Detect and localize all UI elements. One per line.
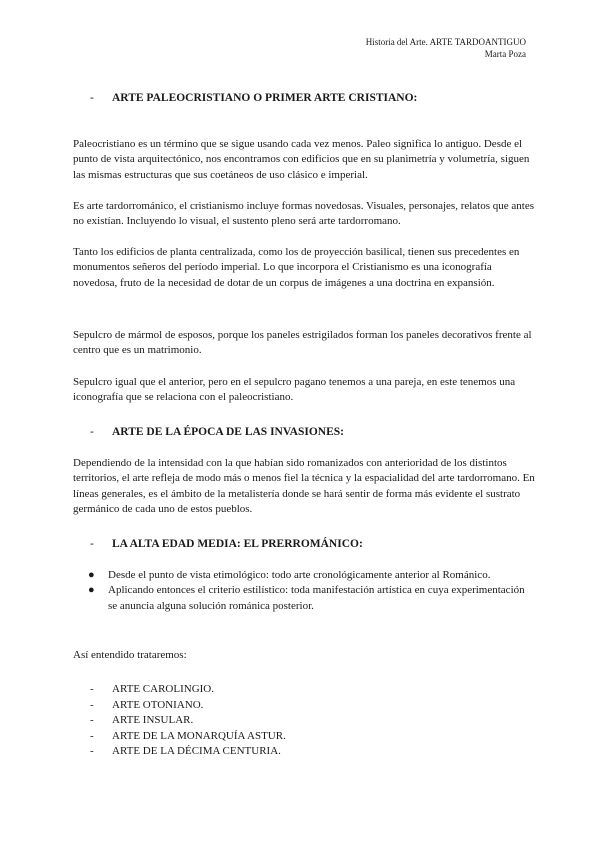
list-item — [90, 698, 286, 714]
list-item-text: ARTE INSULAR. — [112, 714, 194, 727]
dash-marker: - — [90, 92, 94, 104]
heading-alta-edad-media — [90, 537, 363, 552]
paragraph: Sepulcro de mármol de esposos, porque los paneles estrigilados forman los paneles decorativos frente al centro que es un matrimonio. — [73, 329, 532, 357]
bullet-icon: ● — [88, 569, 95, 581]
paragraph: Sepulcro igual que el anterior, pero en el sepulcro pagano tenemos a una pareja, en este tenemos una iconografía que se relaciona con el paleocristiano. — [73, 376, 516, 404]
list-item — [90, 744, 286, 760]
paragraph: Tanto los edificios de planta centralizada, como los de proyección basilical, tienen sus precedentes en monumentos señeros del período imperial. Lo que incorpora el Cristianismo es una iconografía novedosa, fruto de la necesidad de dotar de un corpus de imágenes a una doctrina en expansión. — [73, 246, 520, 289]
dash-list — [90, 682, 286, 760]
heading-paleocristiano — [90, 91, 417, 106]
paragraph: Paleocristiano es un término que se sigue usando cada vez menos. Paleo significa lo antiguo. Desde el punto de vista arquitectónico, nos encontramos con edificios que en su planimetría y volumetría, siguen las mismas estructuras que sus coetáneos de uso clásico e imperial. — [73, 138, 530, 181]
header-course-title: Historia del Arte. ARTE TARDOANTIGUO — [365, 37, 526, 47]
dash-marker: - — [90, 714, 94, 727]
list-item-text: Aplicando entonces el criterio estilístico: toda manifestación artística en cuya experimentación se anuncia alguna solución románica posterior. — [108, 584, 525, 612]
list-item-text: ARTE DE LA MONARQUÍA ASTUR. — [112, 729, 286, 742]
dash-marker: - — [90, 729, 94, 742]
paragraph: Dependiendo de la intensidad con la que habían sido romanizados con anterioridad de los distintos territorios, el arte refleja de modo más o menos fiel la técnica y la espacialidad del arte tardorromano. En líneas generales, es el ámbito de la metalistería donde se hará sentir de forma más evidente el sustrato germánico de cada uno de estos pueblos. — [73, 457, 535, 516]
dash-marker: - — [90, 683, 94, 695]
list-item-text: ARTE DE LA DÉCIMA CENTURIA. — [112, 745, 281, 758]
paragraph: Es arte tardorrománico, el cristianismo incluye formas novedosas. Visuales, personajes, relatos que antes no existían. Incluyendo lo visual, el sustento pleno será arte tardorromano. — [73, 200, 535, 228]
list-item — [90, 682, 286, 698]
list-item-text: ARTE OTONIANO. — [112, 698, 204, 711]
dash-marker: - — [90, 698, 94, 711]
heading-text: LA ALTA EDAD MEDIA: EL PRERROMÁNICO: — [112, 538, 363, 550]
list-item — [88, 568, 534, 583]
heading-text: ARTE PALEOCRISTIANO O PRIMER ARTE CRISTIANO: — [112, 92, 418, 104]
header-author: Marta Poza — [484, 49, 526, 59]
page-header — [366, 36, 526, 60]
heading-invasiones — [90, 425, 344, 440]
bullet-list — [88, 568, 534, 614]
dash-marker: - — [90, 538, 94, 550]
dash-marker: - — [90, 426, 94, 438]
dash-marker: - — [90, 745, 94, 758]
list-item — [90, 713, 286, 729]
bullet-icon: ● — [88, 584, 95, 597]
list-item — [90, 729, 286, 745]
list-item-text: Desde el punto de vista etimológico: todo arte cronológicamente anterior al Románico. — [108, 569, 491, 581]
paragraph: Así entendido trataremos: — [73, 649, 187, 661]
list-item-text: ARTE CAROLINGIO. — [112, 683, 214, 695]
list-item — [88, 583, 534, 614]
heading-text: ARTE DE LA ÉPOCA DE LAS INVASIONES: — [112, 426, 344, 438]
